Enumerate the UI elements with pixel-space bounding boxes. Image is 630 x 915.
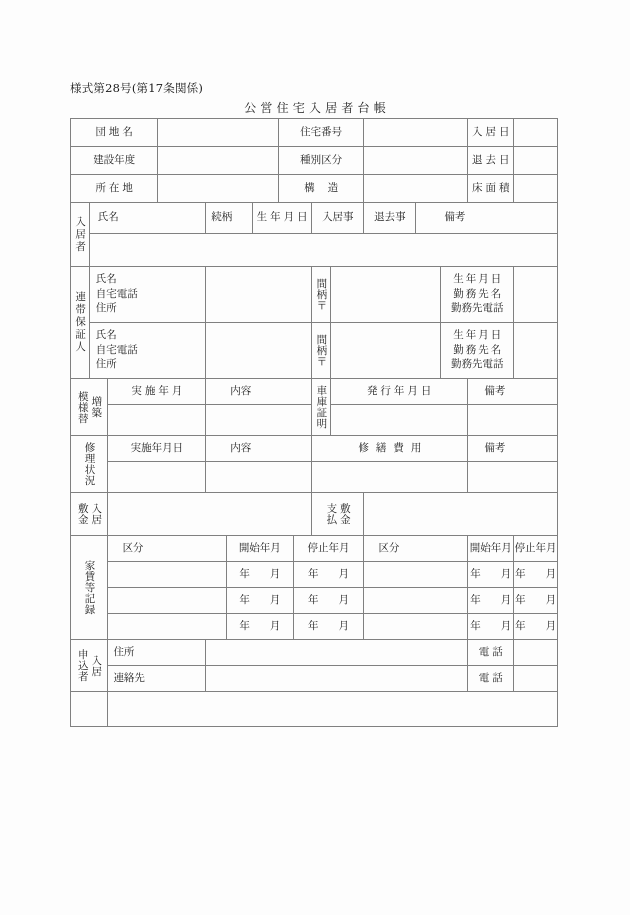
field-guarantor-work-1[interactable] [514, 267, 558, 323]
table-row-rent-2 [71, 588, 558, 614]
field-kozo[interactable] [364, 175, 468, 203]
label-guarantor-fields-2 [89, 323, 206, 379]
month-char: 月 [500, 567, 512, 580]
month-char: 月 [338, 567, 349, 580]
label-yuka-menseki [468, 175, 514, 203]
label-guarantor-fields-2-stack [90, 326, 206, 375]
table-row-guarantor-2 [71, 323, 558, 379]
label-applicant-address-text: 住所 [113, 645, 135, 658]
date-placeholder-start-left-1 [227, 568, 293, 581]
footer-blank-right[interactable] [108, 692, 558, 727]
year-char: 年 [470, 567, 481, 580]
label-applicant-side-text-1: 入居 [90, 654, 103, 677]
field-rent-stop-right-1[interactable] [514, 562, 558, 588]
label-deposit-payment-wrap [312, 503, 363, 525]
document-title: 公営住宅入居者台帳 [244, 101, 390, 115]
table-row-applicant-address [71, 640, 558, 666]
label-applicant-address [108, 640, 206, 666]
field-rent-start-left-1[interactable] [227, 562, 294, 588]
table-row-kensetsu [71, 147, 558, 175]
label-nyukyobi [468, 119, 514, 147]
col-header-repair-remarks-text: 備考 [484, 441, 506, 454]
date-placeholder-stop-right-2 [514, 594, 557, 607]
field-deposit-amount[interactable] [108, 493, 312, 536]
label-applicant-side-wrap [71, 649, 107, 682]
label-deposit-side [71, 493, 108, 536]
col-header-repair-cost [312, 436, 468, 462]
label-guarantor-fields-1 [89, 267, 206, 323]
field-rent-stop-left-2[interactable] [293, 588, 364, 614]
label-applicant-phone-1 [468, 640, 514, 666]
col-header-rent-start-left-text: 開始年月 [238, 541, 281, 554]
col-header-rent-stop-right [514, 536, 558, 562]
field-deposit-payment[interactable] [364, 493, 558, 536]
field-residents-entries[interactable] [89, 234, 557, 267]
month-char: 月 [338, 593, 349, 606]
date-placeholder-stop-left-2 [294, 594, 364, 607]
col-header-move-out-reason-text: 退去事 [374, 211, 406, 224]
field-rent-stop-right-2[interactable] [514, 588, 558, 614]
table-row-extension-header [71, 379, 558, 405]
label-guarantor-name-2: 氏名 [95, 329, 117, 342]
field-guarantor-info-1[interactable] [206, 267, 312, 323]
label-applicant-phone-2 [468, 666, 514, 692]
col-header-garage-remarks [468, 379, 558, 405]
label-guarantor-workplace-2: 勤務先名 [453, 343, 504, 356]
col-header-repair-date-text: 実施年月日 [130, 441, 184, 454]
col-header-relation-text: 続柄 [211, 211, 233, 224]
label-deposit-payment [312, 493, 364, 536]
label-nyukyobi-text: 入居日 [472, 125, 513, 138]
label-guarantor-workphone-2: 勤務先電話 [450, 358, 504, 371]
col-header-resident-name [89, 203, 206, 234]
label-guarantor-address-2: 住所 [95, 358, 117, 371]
field-kensetsu-nendo[interactable] [158, 147, 279, 175]
field-rent-start-right-2[interactable] [468, 588, 514, 614]
field-rent-stop-left-3[interactable] [293, 614, 364, 640]
label-residents-side-text: 入居者 [74, 215, 87, 254]
col-header-repair-cost-text: 修繕費用 [358, 441, 429, 454]
field-shubetsu-kubun[interactable] [364, 147, 468, 175]
year-char: 年 [307, 567, 319, 580]
field-rent-start-left-3[interactable] [227, 614, 294, 640]
field-extension-content[interactable] [206, 405, 312, 436]
label-shozaichi-text: 所在地 [95, 181, 136, 194]
label-guarantor-side [71, 267, 90, 379]
field-rent-kubun-left-3[interactable] [108, 614, 227, 640]
col-header-birthdate-text: 生年月日 [256, 211, 311, 224]
table-row-rent-1 [71, 562, 558, 588]
col-header-repair-date [108, 436, 206, 462]
label-guarantor-fields-1-stack [90, 270, 206, 319]
col-header-garage-remarks-text: 備考 [484, 384, 506, 397]
label-guarantor-relation-2-wrap [312, 334, 330, 367]
label-applicant-contact-text: 連絡先 [113, 671, 145, 684]
label-guarantor-relation-1-wrap [312, 278, 330, 311]
label-taikyobi-text: 退去日 [472, 153, 513, 166]
label-guarantor-homephone-1: 自宅電話 [95, 287, 138, 300]
label-deposit-payment-text-2: 支払 [325, 503, 338, 525]
field-rent-start-right-3[interactable] [468, 614, 514, 640]
label-applicant-phone-1-text: 電話 [478, 645, 506, 658]
col-header-garage-issue-date [331, 379, 468, 405]
label-danchi [71, 119, 158, 147]
field-rent-start-right-1[interactable] [468, 562, 514, 588]
label-yuka-menseki-text: 床面積 [472, 181, 513, 194]
col-header-extension-content-text: 内容 [230, 384, 252, 397]
year-char: 年 [470, 619, 481, 632]
label-guarantor-address-1: 住所 [95, 302, 117, 315]
field-jutaku-bango[interactable] [364, 119, 468, 147]
date-placeholder-start-left-3 [227, 620, 293, 633]
label-taikyobi [468, 147, 514, 175]
col-header-birthdate [253, 203, 312, 234]
label-shozaichi [71, 175, 158, 203]
label-applicant-side [71, 640, 108, 692]
year-char: 年 [239, 593, 250, 606]
label-residents-side-wrap [71, 216, 89, 254]
label-jutaku-bango [279, 119, 364, 147]
col-header-extension-date [108, 379, 206, 405]
month-char: 月 [269, 567, 281, 580]
col-header-garage-issue-date-text: 発行年月日 [366, 384, 435, 397]
label-repair-side-text: 修理状況 [83, 442, 96, 486]
col-header-rent-kubun-right-text: 区分 [378, 541, 400, 554]
year-char: 年 [239, 567, 250, 580]
field-applicant-address[interactable] [206, 640, 468, 666]
field-shozaichi[interactable] [158, 175, 279, 203]
field-guarantor-info-2[interactable] [206, 323, 312, 379]
label-guarantor-work-2-stack [441, 326, 513, 375]
label-jutaku-bango-text: 住宅番号 [300, 125, 343, 138]
label-deposit-side-text-2: 敷金 [76, 503, 89, 525]
col-header-extension-content [206, 379, 312, 405]
month-char: 月 [545, 567, 557, 580]
label-guarantor-relation-2-text: 間柄〒 [315, 334, 328, 367]
field-rent-kubun-right-2[interactable] [364, 588, 468, 614]
field-rent-kubun-left-2[interactable] [108, 588, 227, 614]
col-header-repair-content-text: 内容 [230, 441, 252, 454]
field-garage-issue-date[interactable] [331, 405, 468, 436]
label-guarantor-birthdate-1: 生年月日 [453, 273, 504, 286]
month-char: 月 [269, 619, 281, 632]
field-repair-remarks[interactable] [468, 462, 558, 493]
label-kozo-text: 構造 [304, 181, 352, 194]
col-header-repair-remarks [468, 436, 558, 462]
label-guarantor-work-2 [441, 323, 514, 379]
date-placeholder-stop-left-1 [294, 568, 364, 581]
ledger-table [70, 118, 558, 727]
label-extension-side-text-1: 増築 [90, 396, 103, 418]
year-char: 年 [515, 567, 526, 580]
label-garage-cert-wrap [312, 385, 330, 429]
label-residents-side [71, 203, 90, 267]
field-taikyobi[interactable] [514, 147, 558, 175]
year-char: 年 [307, 593, 319, 606]
field-applicant-contact[interactable] [206, 666, 468, 692]
form-number: 様式第28号(第17条関係) [70, 81, 204, 95]
col-header-rent-kubun-left [108, 536, 227, 562]
table-row-repair-blank [71, 462, 558, 493]
month-char: 月 [269, 593, 281, 606]
date-placeholder-start-left-2 [227, 594, 293, 607]
label-danchi-text: 団地名 [95, 125, 136, 138]
col-header-rent-kubun-right [364, 536, 468, 562]
label-deposit-side-text-1: 入居 [90, 503, 103, 525]
label-kensetsu-nendo [71, 147, 158, 175]
label-guarantor-homephone-2: 自宅電話 [95, 343, 138, 356]
field-rent-stop-right-3[interactable] [514, 614, 558, 640]
field-garage-remarks[interactable] [468, 405, 558, 436]
label-rent-record-side [71, 536, 108, 640]
label-deposit-side-wrap [71, 493, 107, 535]
date-placeholder-start-right-3 [468, 620, 513, 633]
label-applicant-contact [108, 666, 206, 692]
field-rent-kubun-left-1[interactable] [108, 562, 227, 588]
date-placeholder-stop-left-3 [294, 620, 364, 633]
label-repair-side [71, 436, 108, 493]
field-extension-date[interactable] [108, 405, 206, 436]
table-row-rent-3 [71, 614, 558, 640]
table-row-deposit [71, 493, 558, 536]
label-extension-side [71, 379, 108, 436]
label-shubetsu-kubun [279, 147, 364, 175]
label-shubetsu-kubun-text: 種別区分 [300, 153, 343, 166]
year-char: 年 [515, 593, 526, 606]
field-rent-stop-left-1[interactable] [293, 562, 364, 588]
label-applicant-side-text-2: 申込者 [76, 649, 89, 682]
label-repair-side-wrap [71, 442, 107, 486]
label-garage-cert-text: 車庫証明 [315, 385, 328, 429]
col-header-repair-content [206, 436, 312, 462]
field-yuka-menseki[interactable] [514, 175, 558, 203]
field-guarantor-relation-2[interactable] [331, 323, 441, 379]
label-guarantor-side-text: 連帯保証人 [74, 291, 87, 354]
label-rent-record-side-text: 家賃等記録 [83, 560, 96, 615]
col-header-move-out-reason [364, 203, 416, 234]
label-garage-cert [312, 379, 331, 436]
field-guarantor-work-2[interactable] [514, 323, 558, 379]
field-repair-content[interactable] [206, 462, 312, 493]
col-header-rent-start-right [468, 536, 514, 562]
label-rent-record-side-wrap [71, 560, 107, 615]
label-guarantor-work-1 [441, 267, 514, 323]
date-placeholder-stop-right-3 [514, 620, 557, 633]
date-placeholder-stop-right-1 [514, 568, 557, 581]
field-danchi[interactable] [158, 119, 279, 147]
date-placeholder-start-right-1 [468, 568, 513, 581]
col-header-rent-stop-left-text: 停止年月 [307, 541, 350, 554]
label-guarantor-name-1: 氏名 [95, 273, 117, 286]
month-char: 月 [500, 593, 512, 606]
label-extension-side-text-2: 模様替 [76, 390, 89, 424]
month-char: 月 [545, 593, 557, 606]
field-rent-kubun-right-3[interactable] [364, 614, 468, 640]
col-header-rent-stop-left [293, 536, 364, 562]
col-header-resident-name-text: 氏名 [97, 211, 119, 224]
month-char: 月 [500, 619, 512, 632]
table-row-residents-blank [71, 234, 558, 267]
table-row-shozaichi [71, 175, 558, 203]
label-guarantor-side-wrap [71, 291, 89, 354]
label-deposit-payment-text-1: 敷金 [338, 503, 351, 525]
col-header-remarks [416, 203, 558, 234]
field-repair-date[interactable] [108, 462, 206, 493]
col-header-move-in-reason [312, 203, 364, 234]
col-header-remarks-text: 備考 [444, 211, 466, 224]
label-guarantor-birthdate-2: 生年月日 [453, 329, 504, 342]
label-applicant-phone-2-text: 電話 [478, 671, 506, 684]
label-extension-side-wrap [71, 391, 107, 424]
label-guarantor-relation-1 [312, 267, 331, 323]
field-guarantor-relation-1[interactable] [331, 267, 441, 323]
year-char: 年 [239, 619, 250, 632]
col-header-extension-date-text: 実施年月 [131, 384, 186, 397]
field-applicant-phone-2[interactable] [514, 666, 558, 692]
label-guarantor-work-1-stack [441, 270, 513, 319]
field-rent-kubun-right-1[interactable] [364, 562, 468, 588]
label-kozo [279, 175, 364, 203]
col-header-move-in-reason-text: 入居事 [322, 211, 354, 224]
field-nyukyobi[interactable] [514, 119, 558, 147]
table-row-footer-blank [71, 692, 558, 727]
table-row-applicant-contact [71, 666, 558, 692]
month-char: 月 [338, 619, 349, 632]
field-repair-cost[interactable] [312, 462, 468, 493]
label-guarantor-workplace-1: 勤務先名 [453, 287, 504, 300]
month-char: 月 [545, 619, 557, 632]
col-header-rent-start-right-text: 開始年月 [469, 541, 512, 554]
date-placeholder-start-right-2 [468, 594, 513, 607]
label-guarantor-relation-1-text: 間柄〒 [315, 278, 328, 311]
year-char: 年 [515, 619, 526, 632]
table-row-repair-header [71, 436, 558, 462]
table-row-residents-header [71, 203, 558, 234]
year-char: 年 [307, 619, 319, 632]
table-row-guarantor-1 [71, 267, 558, 323]
field-rent-start-left-2[interactable] [227, 588, 294, 614]
label-guarantor-relation-2 [312, 323, 331, 379]
year-char: 年 [470, 593, 481, 606]
col-header-rent-stop-right-text: 停止年月 [514, 541, 557, 554]
table-row-rent-header [71, 536, 558, 562]
label-kensetsu-nendo-text: 建設年度 [93, 153, 136, 166]
footer-blank-left[interactable] [71, 692, 108, 727]
label-guarantor-workphone-1: 勤務先電話 [450, 302, 504, 315]
col-header-relation [206, 203, 253, 234]
field-applicant-phone-1[interactable] [514, 640, 558, 666]
table-row-danchi [71, 119, 558, 147]
col-header-rent-kubun-left-text: 区分 [122, 541, 144, 554]
col-header-rent-start-left [227, 536, 294, 562]
